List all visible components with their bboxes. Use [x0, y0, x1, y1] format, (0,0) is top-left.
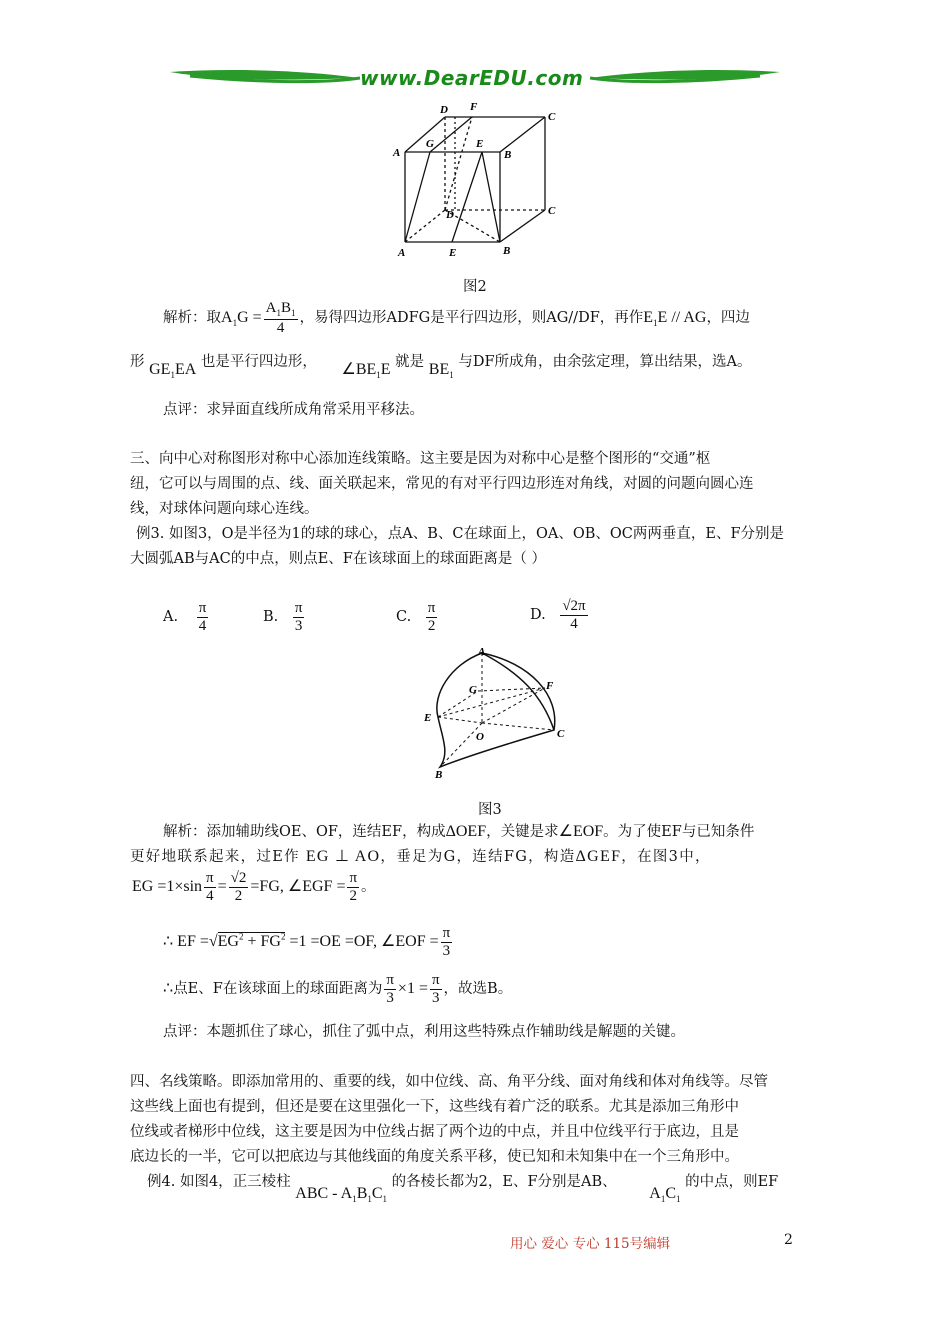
text: 就是: [395, 354, 425, 370]
formula-angle-be1e: $\angle BE_1E$: [341, 361, 391, 381]
figure-2-caption: 图2: [463, 279, 487, 295]
comment-paragraph-3: 点评：本题抓住了球心，抓住了弧中点，利用这些特殊点作辅助线是解题的关键。: [163, 1024, 685, 1040]
section-3-line-2: 纽，它可以与周围的点、线、面关联起来，常见的有对平行四边形连对角线，对圆的问题向圆心连: [130, 476, 754, 492]
option-fraction: $\frac{\pi}{2}$: [427, 600, 436, 634]
option-label: D.: [530, 607, 546, 623]
text: ，垂足为G，连结FG，构造: [380, 849, 576, 865]
text: 也是平行四边形，: [200, 354, 317, 370]
formula-eg-perp-ao: EG ⊥ AO: [305, 848, 381, 865]
formula-triangle-gef: ΔGEF: [575, 848, 622, 865]
fig3-label-E: E: [424, 712, 432, 724]
example-3-line-2: 大圆弧AB与AC的中点，则点E、F在该球面上的球面距离是（ ）: [130, 551, 546, 567]
option-fraction: $\frac{\pi}{4}$: [198, 600, 207, 634]
text: ，故选B。: [443, 981, 513, 997]
fig2-label-G: G: [426, 138, 434, 150]
section-4-line-3: 位线或者梯形中位线，这主要是因为中位线占据了两个边的中点，并且中位线平行于底边，且是: [130, 1124, 739, 1140]
text: ，关键是求: [486, 824, 559, 840]
formula-line-eg: EG =1×sin $\frac{\pi}{4}$ = $\frac{√2}{2}$ =FG, ∠EGF = $\frac{\pi}{2}$ 。: [132, 870, 376, 904]
section-3-line-3: 线，对球体问题向球心连线。: [130, 501, 319, 517]
text: 的中点，则EF: [685, 1174, 779, 1190]
formula-a1c1: $A_1C_1$: [649, 1185, 681, 1205]
text: 点E、F在该球面上的球面距离为: [173, 981, 383, 997]
text: 与DF所成角，由余弦定理，算出结果，选A。: [458, 354, 752, 370]
section-4-line-4: 底边长的一半，它可以把底边与其他线面的角度关系平移，使已知和未知集中在一个三角形中。: [130, 1149, 739, 1165]
text: 的各棱长都为2，E、F分别是AB、: [391, 1174, 617, 1190]
analysis-paragraph-1-line-1: [163, 300, 750, 336]
text: 形: [130, 354, 145, 370]
fig3-label-F: F: [546, 680, 554, 692]
option-label: B.: [263, 609, 279, 625]
formula-a1b1-over-4: $\frac{A_1B_1}{4}$: [265, 300, 296, 336]
analysis-paragraph-3-line-1: [163, 820, 754, 841]
analysis-paragraph-3-line-2: [130, 845, 711, 866]
site-logo-text[interactable]: www.DearEDU.com: [360, 66, 584, 90]
formula-prism: ABC - $A_1B_1C_1$: [295, 1185, 388, 1205]
text: 解析：添加辅助线OE、OF，连结EF，构成: [163, 824, 446, 840]
section-4-line-2: 这些线上面也有提到，但还是要在这里强化一下，这些线有着广泛的联系。尤其是添加三角形中: [130, 1099, 739, 1115]
section-3-line-1: 三、向中心对称图形对称中心添加连线策略。这主要是因为对称中心是整个图形的“交通”枢: [130, 451, 711, 467]
formula-line-conclusion: ∴点E、F在该球面上的球面距离为 $\frac{\pi}{3}$ ×1 = $\frac{\pi}{3}$ ，故选B。: [163, 972, 513, 1006]
text: ，四边: [706, 310, 750, 327]
fig3-label-A: A: [478, 646, 486, 658]
text: 解析：取: [163, 310, 221, 327]
text: ，在图3中，: [621, 849, 711, 865]
option-fraction: $\frac{√2\pi}{4}$: [562, 598, 586, 632]
formula-e1e-parallel-ag: $E_1E$ // AG: [643, 309, 707, 329]
text: 例4. 如图4，正三棱柱: [147, 1174, 291, 1190]
option-label: C.: [396, 609, 412, 625]
formula-angle-eof: ∠EOF: [558, 823, 604, 840]
option-fraction: $\frac{\pi}{3}$: [294, 600, 303, 634]
text: 。为了使EF与已知条件: [603, 824, 755, 840]
option-c[interactable]: [396, 600, 439, 634]
fig2-label-A: A: [398, 247, 406, 259]
option-d[interactable]: [530, 598, 590, 632]
fig2-label-D: D: [446, 209, 454, 221]
figure-3-sphere: [420, 645, 575, 780]
text: 。: [361, 879, 376, 895]
fig2-label-E1: E: [476, 138, 484, 150]
formula-a1g: $A_1G$ =: [221, 309, 262, 329]
fig2-label-E: E: [449, 247, 457, 259]
example-3-line-1: 例3. 如图3，O是半径为1的球的球心，点A、B、C在球面上，OA、OB、OC两两垂直，E、F分别是: [136, 526, 785, 542]
fig2-label-A1: A: [393, 147, 401, 159]
footer-text: 用心 爱心 专心 115号编辑: [510, 1236, 671, 1252]
option-label: A.: [163, 609, 179, 625]
text: ，易得四边形ADFG是平行四边形，则AG//DF，再作: [299, 310, 644, 327]
text: 更好地联系起来，过E作: [130, 849, 300, 865]
fig3-label-G: G: [469, 684, 477, 696]
formula-be1: $BE_1$: [428, 361, 454, 381]
fig3-label-B: B: [435, 769, 443, 780]
analysis-paragraph-1-line-2: [130, 350, 752, 381]
option-b[interactable]: [263, 600, 306, 634]
fig3-label-C: C: [557, 728, 565, 740]
fig2-label-B: B: [503, 245, 511, 257]
section-4-line-1: 四、名线策略。即添加常用的、重要的线，如中位线、高、角平分线、面对角线和体对角线等。尽管: [130, 1074, 768, 1090]
fig3-label-O: O: [476, 731, 484, 743]
formula-ge1ea: $GE_1EA$: [149, 361, 197, 381]
example-4-line: [147, 1170, 779, 1205]
comment-paragraph-1: 点评：求异面直线所成角常采用平移法。: [163, 402, 424, 418]
fig2-label-B1: B: [504, 149, 512, 161]
figure-3-caption: 图3: [478, 802, 502, 818]
fig2-label-C: C: [548, 205, 556, 217]
fig2-label-D1: D: [440, 104, 448, 116]
formula-line-ef: ∴ EF $=√EG^2 + FG^2 =1 =OE =OF$, ∠EOF = $\frac{\pi}{3}$: [163, 925, 451, 959]
page-number: 2: [784, 1232, 793, 1248]
formula-triangle-oef: ΔOEF: [445, 823, 487, 840]
figure-2-cube: [390, 100, 570, 265]
option-a[interactable]: [163, 600, 210, 634]
fig2-label-C1: C: [548, 111, 556, 123]
fig2-label-F: F: [470, 101, 478, 113]
